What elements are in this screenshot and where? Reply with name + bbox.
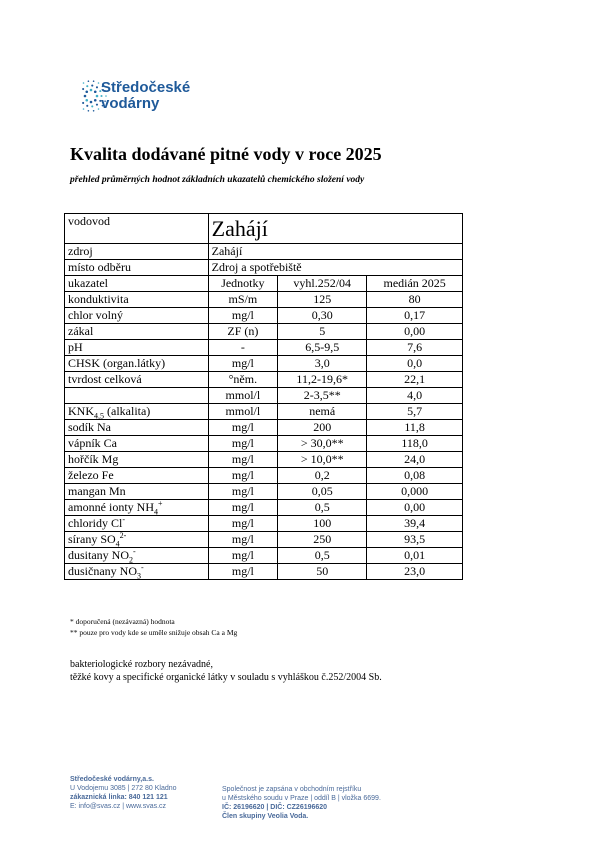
table-row: [65, 372, 463, 388]
parameter-limit: 3,0: [278, 356, 367, 372]
parameter-median: 4,0: [367, 388, 463, 404]
table-header-row: [65, 276, 463, 292]
parameter-name: vápník Ca: [65, 436, 209, 452]
logo-dot: [90, 101, 93, 104]
parameter-median: 5,7: [367, 404, 463, 420]
parameter-unit: mg/l: [208, 452, 277, 468]
table-row: [65, 548, 463, 564]
table-row: [65, 388, 463, 404]
logo-dot: [85, 90, 88, 93]
table-row: [65, 484, 463, 500]
page-subtitle: přehled průměrných hodnot základních ukazatelů chemického složení vody: [70, 175, 365, 185]
parameter-unit: mg/l: [208, 468, 277, 484]
parameter-limit: 5: [278, 324, 367, 340]
parameter-name: konduktivita: [65, 292, 209, 308]
header-ukazatel: ukazatel: [65, 276, 209, 292]
logo-dot: [83, 82, 85, 84]
logo-dot: [96, 104, 98, 106]
parameter-name: chloridy Cl-: [65, 516, 209, 532]
parameter-name: dusičnany $NO_3^-$: [65, 564, 209, 580]
misto-row: [65, 260, 463, 276]
page-title: Kvalita dodávané pitné vody v roce 2025: [70, 144, 382, 164]
parameter-limit: 0,30: [278, 308, 367, 324]
misto-label: místo odběru: [65, 260, 209, 276]
parameter-unit: mg/l: [208, 436, 277, 452]
logo-dot: [93, 80, 95, 82]
logo-dot: [91, 105, 93, 107]
parameter-median: 11,8: [367, 420, 463, 436]
parameter-median: 0,08: [367, 468, 463, 484]
parameter-median: 0,000: [367, 484, 463, 500]
parameter-unit: mg/l: [208, 484, 277, 500]
footer-reg-2: u Městského soudu v Praze | oddíl B | vložka 6699.: [222, 795, 381, 802]
parameter-name: sírany $SO_4^{2-}$: [65, 532, 209, 548]
table-row: [65, 532, 463, 548]
footer-company: Středočeské vodárny,a.s.: [70, 776, 154, 783]
parameter-median: 23,0: [367, 564, 463, 580]
parameter-unit: mg/l: [208, 420, 277, 436]
parameter-unit: ZF (n): [208, 324, 277, 340]
parameter-median: 80: [367, 292, 463, 308]
bakt-line-2: těžké kovy a specifické organické látky v souladu s vyhláškou č.252/2004 Sb.: [70, 672, 382, 683]
header-limit: vyhl.252/04: [278, 276, 367, 292]
logo-line-1: Středočeské: [101, 79, 191, 96]
parameter-name: hořčík Mg: [65, 452, 209, 468]
footer-reg-1: Společnost je zapsána v obchodním rejstříku: [222, 786, 362, 793]
parameter-limit: > 10,0**: [278, 452, 367, 468]
parameter-limit: 0,5: [278, 548, 367, 564]
table-row: [65, 564, 463, 580]
parameter-unit: mmol/l: [208, 404, 277, 420]
parameter-median: 0,00: [367, 324, 463, 340]
parameter-name: [65, 388, 209, 404]
table-row: [65, 356, 463, 372]
parameter-limit: nemá: [278, 404, 367, 420]
parameter-median: 39,4: [367, 516, 463, 532]
table-row: [65, 452, 463, 468]
parameter-unit: mg/l: [208, 500, 277, 516]
parameter-median: 0,00: [367, 500, 463, 516]
logo-dot: [85, 99, 88, 102]
parameter-limit: > 30,0**: [278, 436, 367, 452]
logo-dot: [94, 90, 97, 93]
parameter-name: sodík Na: [65, 420, 209, 436]
parameter-name: amonné ionty $NH_4^+$: [65, 500, 209, 516]
footer-email: E: info@svas.cz | www.svas.cz: [70, 803, 167, 810]
table-row: [65, 324, 463, 340]
table-row: [65, 340, 463, 356]
parameter-limit: 100: [278, 516, 367, 532]
logo-line-2: vodárny: [101, 95, 160, 112]
zdroj-row: [65, 244, 463, 260]
parameter-name: zákal: [65, 324, 209, 340]
parameter-limit: 200: [278, 420, 367, 436]
footnote-2: ** pouze pro vody kde se uměle snižuje obsah Ca a Mg: [70, 628, 238, 637]
logo-dot: [98, 82, 100, 84]
logo-dot: [96, 95, 99, 98]
table-row: [65, 516, 463, 532]
parameter-unit: mg/l: [208, 548, 277, 564]
parameter-median: 22,1: [367, 372, 463, 388]
vodovod-value: Zahájí: [208, 214, 462, 244]
parameter-limit: 50: [278, 564, 367, 580]
parameter-name: CHSK (organ.látky): [65, 356, 209, 372]
parameter-median: 0,17: [367, 308, 463, 324]
footer-hotline: zákaznická linka: 840 121 121: [70, 794, 168, 801]
parameter-name: $KNK_{4,5}$ (alkalita): [65, 404, 209, 420]
logo-dot: [86, 105, 88, 107]
zdroj-label: zdroj: [65, 244, 209, 260]
parameter-unit: mg/l: [208, 356, 277, 372]
parameter-name: tvrdost celková: [65, 372, 209, 388]
parameter-median: 118,0: [367, 436, 463, 452]
zdroj-value: Zahájí: [208, 244, 462, 260]
parameter-median: 0,0: [367, 356, 463, 372]
parameter-unit: °něm.: [208, 372, 277, 388]
footer-address: U Vodojemu 3085 | 272 80 Kladno: [70, 785, 177, 792]
misto-value: Zdroj a spotřebiště: [208, 260, 462, 276]
logo-dot: [84, 95, 87, 98]
footer-registration: [222, 785, 381, 821]
table-row: [65, 420, 463, 436]
logo-dot: [86, 85, 88, 87]
logo-dot: [88, 80, 90, 82]
footer-contact: [70, 775, 177, 811]
parameter-limit: 6,5-9,5: [278, 340, 367, 356]
bacteriology-note: [70, 658, 382, 684]
parameter-name: dusitany $NO_2^-$: [65, 548, 209, 564]
table-row: [65, 500, 463, 516]
logo-dot: [94, 99, 97, 102]
parameter-unit: mg/l: [208, 516, 277, 532]
parameter-limit: 125: [278, 292, 367, 308]
parameter-unit: mg/l: [208, 532, 277, 548]
parameter-limit: 0,05: [278, 484, 367, 500]
header-median: medián 2025: [367, 276, 463, 292]
logo-dot: [83, 108, 85, 110]
parameter-median: 24,0: [367, 452, 463, 468]
parameter-name: chlor volný: [65, 308, 209, 324]
logo-dot: [82, 88, 84, 90]
parameter-unit: mS/m: [208, 292, 277, 308]
footer-veolia: Člen skupiny Veolia Voda.: [222, 813, 309, 820]
table-row: [65, 292, 463, 308]
water-quality-table: [64, 213, 463, 580]
parameter-median: 7,6: [367, 340, 463, 356]
bakt-line-1: bakteriologické rozbory nezávadné,: [70, 659, 213, 670]
parameter-limit: 11,2-19,6*: [278, 372, 367, 388]
vodovod-label: vodovod: [65, 214, 209, 244]
table-row: [65, 404, 463, 420]
parameter-unit: mmol/l: [208, 388, 277, 404]
vodovod-row: [65, 214, 463, 244]
parameter-median: 93,5: [367, 532, 463, 548]
logo-dot: [88, 110, 90, 112]
parameter-limit: 2-3,5**: [278, 388, 367, 404]
logo-dot: [82, 102, 84, 104]
logo-dot: [91, 85, 93, 87]
parameter-limit: 0,2: [278, 468, 367, 484]
logo-dot: [96, 86, 98, 88]
company-logo-text: [101, 80, 190, 112]
parameter-median: 0,01: [367, 548, 463, 564]
table-row: [65, 436, 463, 452]
parameter-name: pH: [65, 340, 209, 356]
logo-dot: [98, 108, 100, 110]
table-row: [65, 468, 463, 484]
parameter-limit: 250: [278, 532, 367, 548]
header-jednotky: Jednotky: [208, 276, 277, 292]
footer-ico: IČ: 26196620 | DIČ: CZ26196620: [222, 804, 328, 811]
logo-dot: [90, 89, 93, 92]
table-row: [65, 308, 463, 324]
parameter-unit: mg/l: [208, 308, 277, 324]
footnotes: [70, 616, 237, 638]
logo-dot: [93, 110, 95, 112]
footnote-1: * doporučená (nezávazná) hodnota: [70, 617, 175, 626]
parameter-unit: mg/l: [208, 564, 277, 580]
parameter-name: železo Fe: [65, 468, 209, 484]
parameter-name: mangan Mn: [65, 484, 209, 500]
parameter-unit: -: [208, 340, 277, 356]
parameter-limit: 0,5: [278, 500, 367, 516]
